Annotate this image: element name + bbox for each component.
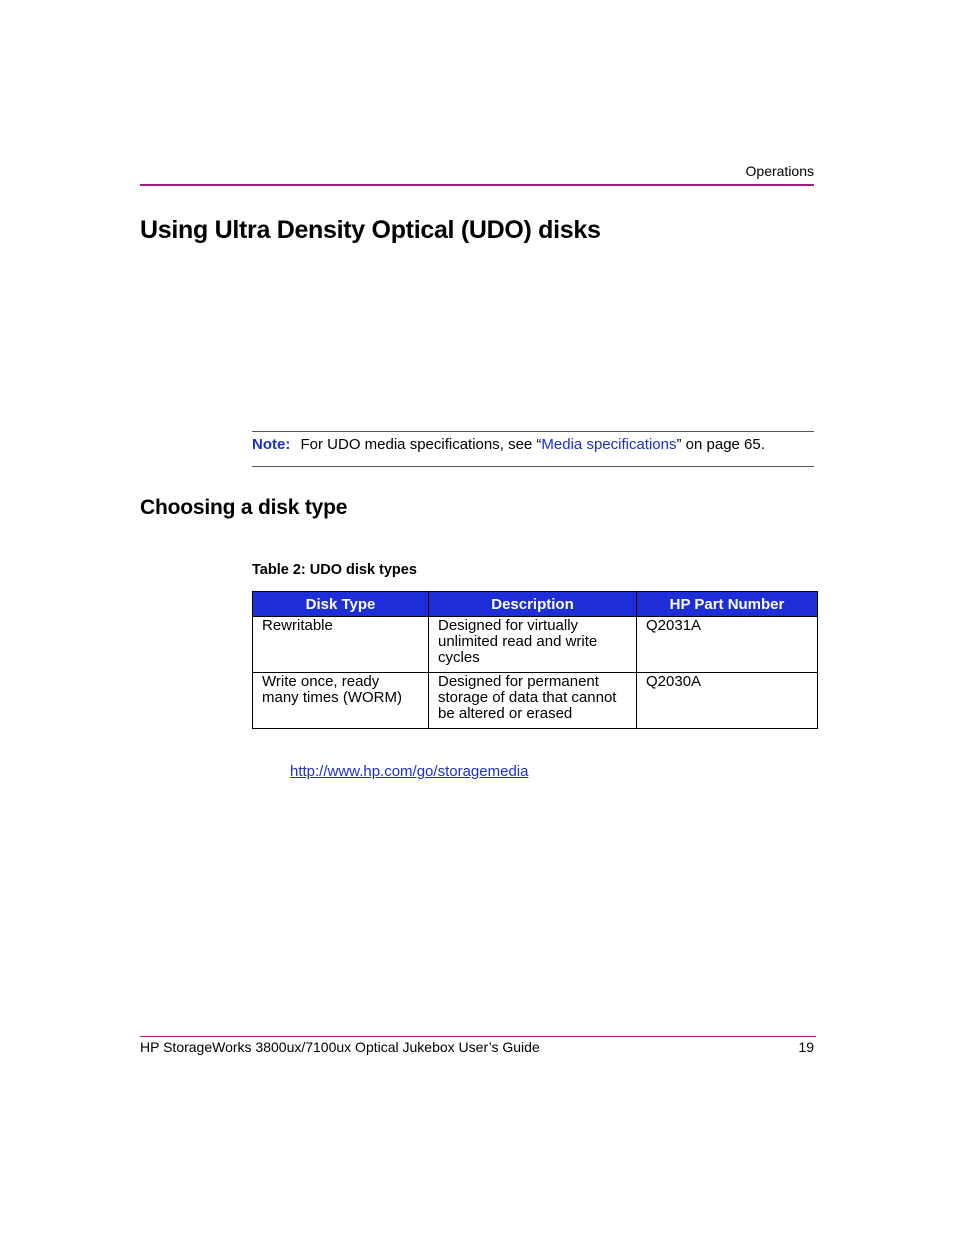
table-cell: Q2030A bbox=[637, 673, 818, 729]
table-caption: Table 2: UDO disk types bbox=[252, 562, 417, 578]
table-cell: Designed for permanent storage of data that cannot be altered or erased bbox=[429, 673, 637, 729]
table-cell: Designed for virtually unlimited read and write cycles bbox=[429, 617, 637, 673]
note-bottom-rule bbox=[252, 466, 814, 467]
table-cell: Q2031A bbox=[637, 617, 818, 673]
note bbox=[252, 436, 765, 453]
footer-title: HP StorageWorks 3800ux/7100ux Optical Jukebox User’s Guide bbox=[140, 1039, 540, 1055]
column-header-description: Description bbox=[429, 592, 637, 617]
table-row bbox=[253, 673, 818, 729]
column-header-part-number: HP Part Number bbox=[637, 592, 818, 617]
table-cell: Write once, ready many times (WORM) bbox=[253, 673, 429, 729]
media-specifications-link[interactable]: Media specifications bbox=[541, 436, 677, 453]
note-text-after: ” on page 65. bbox=[676, 436, 765, 453]
section-heading: Choosing a disk type bbox=[140, 496, 348, 519]
running-header: Operations bbox=[745, 163, 814, 179]
note-top-rule bbox=[252, 431, 814, 432]
page-number: 19 bbox=[798, 1039, 814, 1055]
storagemedia-link[interactable]: http://www.hp.com/go/storagemedia bbox=[290, 763, 529, 780]
table-row bbox=[253, 617, 818, 673]
note-label: Note: bbox=[252, 436, 291, 453]
footer-rule bbox=[140, 1036, 816, 1037]
disk-types-table bbox=[252, 591, 818, 729]
note-text-before: For UDO media specifications, see “ bbox=[300, 436, 542, 453]
page-title: Using Ultra Density Optical (UDO) disks bbox=[140, 216, 601, 244]
table-cell: Rewritable bbox=[253, 617, 429, 673]
table-header-row bbox=[253, 592, 818, 617]
header-rule bbox=[140, 184, 814, 186]
column-header-disk-type: Disk Type bbox=[253, 592, 429, 617]
